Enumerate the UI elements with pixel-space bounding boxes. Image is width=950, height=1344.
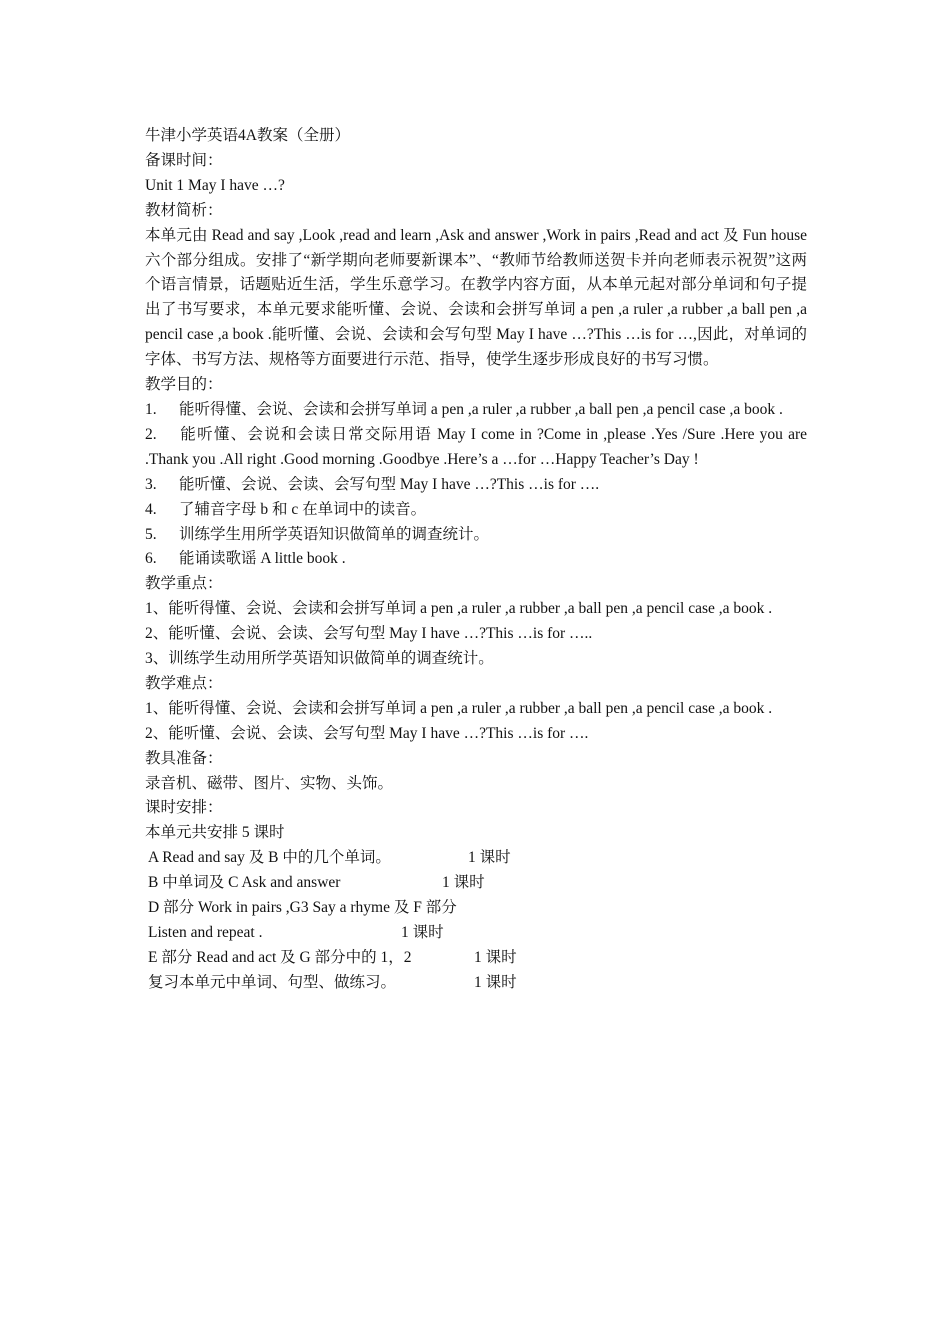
schedule-list	[145, 846, 807, 995]
objective-item	[145, 423, 807, 473]
schedule-row	[145, 946, 807, 971]
key-points-heading: 教学重点：	[145, 575, 223, 593]
objective-text: 了辅音字母 b 和 c 在单词中的读音。	[179, 500, 427, 518]
schedule-intro: 本单元共安排 5 课时	[145, 824, 285, 842]
document-title: 牛津小学英语4A教案（全册）	[145, 127, 350, 144]
objective-text: 能听懂、会说、会读、会写句型 May I have …?This …is for ….	[179, 475, 600, 493]
analysis-heading: 教材简析：	[145, 201, 223, 219]
objective-number: 5.	[145, 525, 157, 543]
difficulty-item: 2、能听懂、会说、会读、会写句型 May I have …?This …is for ….	[145, 724, 589, 742]
key-point-item: 3、训练学生动用所学英语知识做简单的调查统计。	[145, 650, 494, 668]
schedule-row	[145, 971, 807, 996]
objective-text: 训练学生用所学英语知识做简单的调查统计。	[179, 525, 490, 543]
objective-item	[145, 498, 807, 523]
schedule-row	[145, 921, 807, 946]
objective-number: 2.	[145, 425, 157, 443]
schedule-row-hours: 1 课时	[474, 948, 517, 966]
objective-item	[145, 547, 807, 572]
objective-text: 能听得懂、会说、会读和会拼写单词 a pen ,a ruler ,a rubber ,a ball pen ,a pencil case ,a book .	[179, 400, 783, 418]
key-point-item: 2、能听懂、会说、会读、会写句型 May I have …?This …is for …..	[145, 625, 593, 643]
materials-body: 录音机、磁带、图片、实物、头饰。	[145, 774, 394, 792]
objective-item	[145, 398, 807, 423]
objective-item	[145, 523, 807, 548]
objective-number: 1.	[145, 400, 157, 418]
analysis-body: 本单元由 Read and say ,Look ,read and learn ,Ask and answer ,Work in pairs ,Read and act 及 Fun house 六个部分组成。安排了“新学期向老师要新课本”、“教师节给教师送贺卡并向老师表示祝贺”这两个语言情景，话题贴近生活，学生乐意学习。在教学内容方面，从本单元起对部分单词和句子提出了书写要求，本单元要求能听懂、会说、会读和会拼写单词 a pen ,a ruler ,a rubber ,a ball pen ,a pencil case ,a book .能听懂、会说、会读和会写句型 May I have …?This …is for …,因此，对单词的字体、书写方法、规格等方面要进行示范、指导，使学生逐步形成良好的书写习惯。	[145, 226, 807, 369]
schedule-row-text: 复习本单元中单词、句型、做练习。	[148, 973, 397, 991]
schedule-heading: 课时安排：	[145, 799, 223, 817]
schedule-row-text: B 中单词及 C Ask and answer	[148, 874, 341, 892]
schedule-row-hours: 1 课时	[474, 973, 517, 991]
schedule-row-text: E 部分 Read and act 及 G 部分中的 1，2	[148, 948, 412, 966]
objective-number: 3.	[145, 475, 157, 493]
difficulty-item: 1、能听得懂、会说、会读和会拼写单词 a pen ,a ruler ,a rubber ,a ball pen ,a pencil case ,a book .	[145, 699, 773, 717]
objectives-list	[145, 398, 807, 572]
schedule-row-hours: 1 课时	[468, 849, 511, 867]
unit-title: Unit 1 May I have …?	[145, 176, 285, 194]
schedule-row	[145, 846, 807, 871]
schedule-row	[145, 871, 807, 896]
objective-number: 4.	[145, 500, 157, 518]
materials-heading: 教具准备：	[145, 749, 223, 767]
objective-text: 能听懂、会说和会读日常交际用语 May I come in ?Come in ,please .Yes /Sure .Here you are .Thank you .All right .Good morning .Goodbye .Here’s a …for …Happy Teacher’s Day !	[145, 425, 807, 468]
document-page	[145, 124, 807, 996]
objectives-heading: 教学目的：	[145, 376, 223, 394]
schedule-row-hours: 1 课时	[401, 923, 444, 941]
difficulties-heading: 教学难点：	[145, 674, 223, 692]
schedule-row	[145, 896, 807, 921]
prep-time-label: 备课时间：	[145, 151, 223, 169]
key-point-item: 1、能听得懂、会说、会读和会拼写单词 a pen ,a ruler ,a rubber ,a ball pen ,a pencil case ,a book .	[145, 600, 773, 618]
objective-text: 能诵读歌谣 A little book .	[179, 550, 346, 568]
objective-item	[145, 473, 807, 498]
schedule-row-text: D 部分 Work in pairs ,G3 Say a rhyme 及 F 部分	[148, 899, 457, 917]
objective-number: 6.	[145, 550, 157, 568]
schedule-row-hours: 1 课时	[442, 874, 485, 892]
schedule-row-text: A Read and say 及 B 中的几个单词。	[148, 849, 391, 867]
schedule-row-text: Listen and repeat .	[148, 923, 263, 941]
